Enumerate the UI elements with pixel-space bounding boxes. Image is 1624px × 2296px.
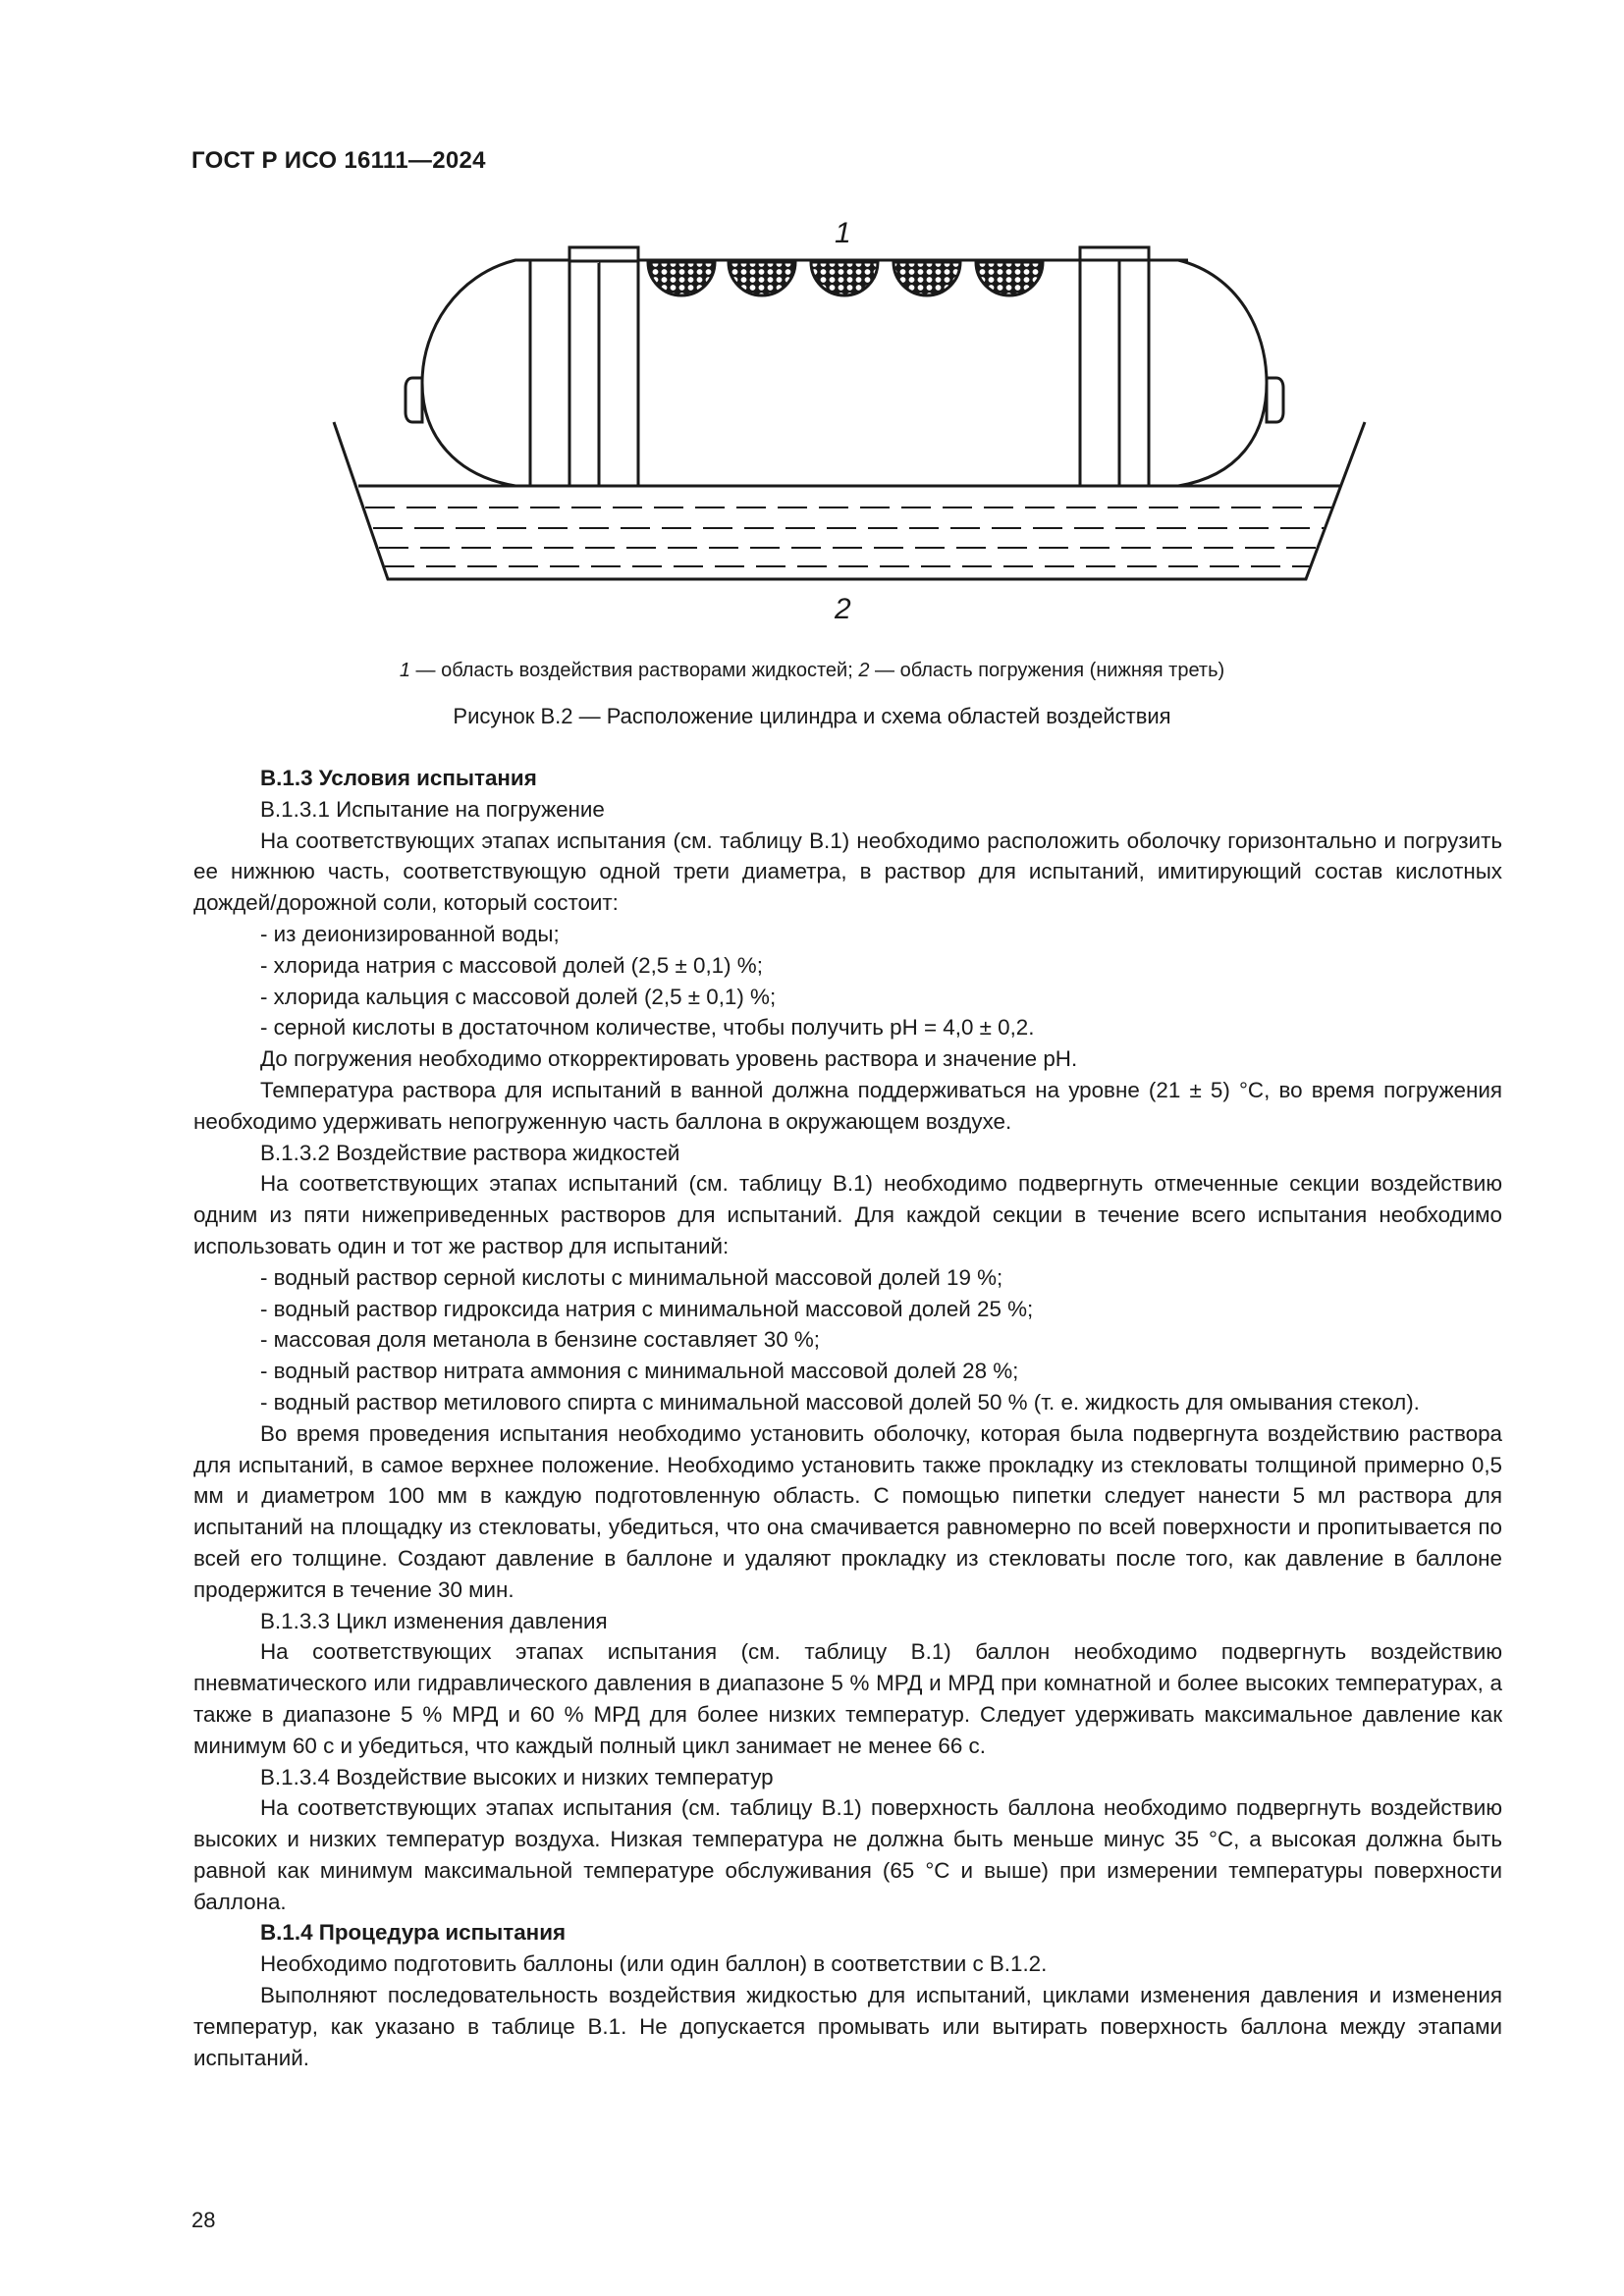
left-band xyxy=(530,260,599,486)
left-band-top xyxy=(569,247,638,261)
paragraph: На соответствующих этапах испытания (см. таблицу В.1) баллон необходимо подвергнуть воздействию пневматического или гидравлического давления в диапазоне 5 % МРД и МРД при комнатной и более высоких температурах, а также в диапазоне 5 % МРД и 60 % МРД для более низких температур. Следует удерживать максимальное давление как минимум 60 с и убедиться, что каждый полный цикл занимает не менее 66 с. xyxy=(193,1639,1502,1758)
legend-text-2: — область погружения (нижняя треть) xyxy=(869,660,1225,681)
list-item: - серной кислоты в достаточном количестве, чтобы получить pH = 4,0 ± 0,2. xyxy=(260,1015,1035,1041)
legend-text-1: — область воздействия растворами жидкостей; xyxy=(409,660,859,681)
section-heading: В.1.4 Процедура испытания xyxy=(260,1920,567,1946)
subsection-heading: В.1.3.4 Воздействие высоких и низких температур xyxy=(260,1764,774,1789)
list-item: - хлорида натрия с массовой долей (2,5 ± 0,1) %; xyxy=(260,952,763,978)
paragraph: Во время проведения испытания необходимо установить оболочку, которая была подвергнута воздействию раствора для испытаний, в самое верхнее положение. Необходимо установить также прокладку из стекловаты толщиной примерно 0,5 мм и диаметром 100 мм в каждую подготовленную область. С помощью пипетки следует нанести 5 мл раствора для испытаний на площадку из стекловаты, убедиться, что она смачивается равномерно по всей поверхности и пропитывается по всей его толщине. Создают давление в баллоне и удаляют прокладку из стекловаты после того, как давление в баллоне продержится в течение 30 мин. xyxy=(193,1420,1502,1602)
paragraph: Температура раствора для испытаний в ванной должна поддерживаться на уровне (21 ± 5) °С, во время погружения необходимо удерживать непогруженную часть баллона в окружающем воздухе. xyxy=(193,1077,1502,1134)
page-number: 28 xyxy=(191,2208,216,2232)
paragraph: Выполняют последовательность воздействия жидкостью для испытаний, циклами изменения давления и изменения температур, как указано в таблице В.1. Не допускается промывать или вытирать поверхность баллона между этапами испытаний. xyxy=(193,1983,1502,2070)
paragraph: На соответствующих этапах испытаний (см. таблицу В.1) необходимо подвергнуть отмеченные секции воздействию одним из пяти нижеприведенных растворов для испытаний. Для каждой секции в течение всего испытания необходимо использовать один и тот же раствор для испытаний: xyxy=(193,1171,1502,1258)
paragraph: На соответствующих этапах испытания (см. таблицу В.1) поверхность баллона необходимо подвергнуть воздействию высоких и низких температур воздуха. Низкая температура не должна быть меньше минус 35 °С, а высокая должна быть равной как минимум максимальной температуре обслуживания (65 °С и выше) при измерении температуры поверхности баллона. xyxy=(193,1795,1502,1914)
list-item: - массовая доля метанола в бензине составляет 30 %; xyxy=(260,1327,820,1353)
figure-cylinder-diagram xyxy=(324,221,1384,643)
figure-caption: Рисунок В.2 — Расположение цилиндра и схема областей воздействия xyxy=(453,704,1171,728)
figure-label-2: 2 xyxy=(835,593,851,625)
list-item: - водный раствор нитрата аммония с минимальной массовой долей 28 %; xyxy=(260,1359,1019,1384)
figure-legend xyxy=(0,660,1624,682)
section-heading: В.1.3 Условия испытания xyxy=(260,766,537,790)
left-boss xyxy=(406,378,422,422)
right-boss xyxy=(1267,378,1283,422)
paragraph: До погружения необходимо откорректировать уровень раствора и значение pH. xyxy=(260,1046,1078,1072)
list-item: - водный раствор серной кислоты с минимальной массовой долей 19 %; xyxy=(260,1264,1003,1290)
subsection-heading: В.1.3.3 Цикл изменения давления xyxy=(260,1608,608,1633)
document-body xyxy=(193,763,1502,2073)
paragraph: Необходимо подготовить баллоны (или один баллон) в соответствии с В.1.2. xyxy=(260,1951,1048,1977)
right-band xyxy=(1080,247,1149,486)
standard-title: ГОСТ Р ИСО 16111—2024 xyxy=(191,147,486,174)
list-item: - из деионизированной воды; xyxy=(260,921,560,946)
list-item: - водный раствор гидроксида натрия с минимальной массовой долей 25 %; xyxy=(260,1296,1034,1321)
figure-label-1: 1 xyxy=(835,221,851,249)
subsection-heading: В.1.3.1 Испытание на погружение xyxy=(260,796,605,822)
legend-num-2: 2 xyxy=(858,660,870,681)
subsection-heading: В.1.3.2 Воздействие раствора жидкостей xyxy=(260,1140,680,1165)
list-item: - хлорида кальция с массовой долей (2,5 ± 0,1) %; xyxy=(260,984,777,1009)
legend-num-1: 1 xyxy=(399,660,410,681)
list-item: - водный раствор метилового спирта с минимальной массовой долей 50 % (т. е. жидкость для омывания стекол). xyxy=(260,1389,1420,1415)
paragraph: На соответствующих этапах испытания (см. таблицу В.1) необходимо расположить оболочку горизонтально и погрузить ее нижнюю часть, соответствующую одной трети диаметра, в раствор для испытаний, имитирующий состав кислотных дождей/дорожной соли, который состоит: xyxy=(193,828,1502,916)
solution-dashes xyxy=(365,507,1333,566)
